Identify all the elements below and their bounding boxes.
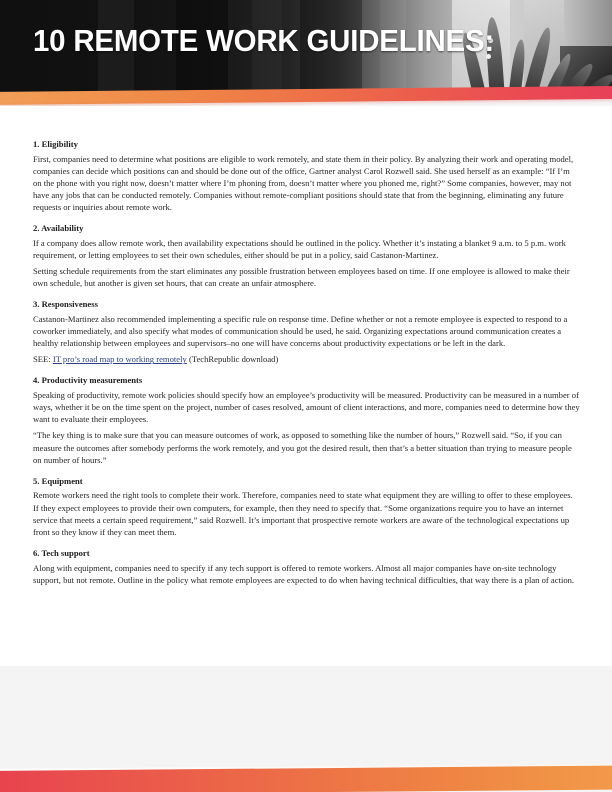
see-also-line	[33, 353, 580, 365]
section-heading: 5. Equipment	[33, 475, 83, 486]
section-paragraph: “The key thing is to make sure that you can measure outcomes of work, as opposed to something like the number of hours,” Rozwell said. “So, if you can measure the outcomes after somebody performs the work remotely, and you got the desired result, then that’s a better situation than trying to measure people on number of hours.”	[33, 430, 572, 465]
see-also-prefix: SEE:	[33, 354, 53, 365]
see-also-suffix: (TechRepublic download)	[186, 354, 279, 365]
section-heading: 6. Tech support	[33, 547, 90, 558]
document-body	[33, 139, 580, 596]
section-paragraph: Speaking of productivity, remote work policies should specify how an employee’s productivity will be measured. Productivity can be measured in a number of ways, whether it be on the time spent on the project, number of cases resolved, amount of client interactions, and more, companies need to determine how they want to evaluate their employees.	[33, 390, 580, 425]
section-responsiveness	[33, 299, 580, 365]
section-paragraph: Castanon-Martinez also recommended implementing a specific rule on response time. Define whether or not a remote employee is expected to respond to a coworker immediately, and also specify what modes of communication should be used, he said. Organizing expectations around communication creates a healthy relationship between employees and supervisors–no one will have concerns about productivity expectations or be left in the dark.	[33, 314, 568, 349]
section-paragraph: Along with equipment, companies need to specify if any tech support is offered to remote workers. Almost all major companies have on-site technology support, but not remote. Outline in the policy what remote employees are expected to do when having technical difficulties, that way there is a plan of action.	[33, 562, 575, 585]
section-eligibility	[33, 139, 580, 213]
section-productivity-measurements	[33, 375, 580, 465]
section-paragraph: If a company does allow remote work, then availability expectations should be outlined in the policy. Whether it’s instating a blanket 9 a.m. to 5 p.m. work requirement, or letting employees to set their own schedules, either should be put in a policy, said Castanon-Martinez.	[33, 237, 566, 261]
section-equipment	[33, 476, 580, 538]
section-paragraph: Setting schedule requirements from the start eliminates any possible frustration between employees based on time. If one employee is allowed to make their own schedule, but another is given set hours, that can create an unfair atmosphere.	[33, 266, 570, 289]
section-paragraph: First, companies need to determine what positions are eligible to work remotely, and state them in their policy. By analyzing their work and operating model, companies can decide which positions can and should be done out of the office, Gartner analyst Carol Rozwell said. She used herself as an example: “If I’m on the phone with you right now, doesn’t matter where I’m phoning from, doesn’t matter where you phoned me, right?” Some companies, however, may not have any jobs that can be conducted remotely. Companies without remote-compliant positions should state that from the beginning, eliminating any future requests or inquiries about remote work.	[33, 153, 574, 213]
section-heading: 1. Eligibility	[33, 139, 78, 149]
section-heading: 2. Availability	[33, 223, 84, 234]
footer-accent-bar	[0, 765, 612, 792]
section-paragraph: Remote workers need the right tools to complete their work. Therefore, companies need to state what equipment they are willing to offer to these employees. If they expect employees to provide their own computers, for example, then they need to specify that. “Some organizations require you to have an internet service that meets a certain speed requirement,” said Rozwell. It’s important that prospective remote workers are aware of the technological expectations up front so they know if they can meet them.	[33, 490, 573, 537]
section-heading: 3. Responsiveness	[33, 299, 98, 310]
section-availability	[33, 223, 580, 289]
header-banner	[0, 0, 612, 93]
section-heading: 4. Productivity measurements	[33, 375, 143, 386]
see-also-link[interactable]: IT pro’s road map to working remotely	[52, 354, 187, 365]
page-title: 10 REMOTE WORK GUIDELINES:	[33, 24, 495, 58]
section-tech-support	[33, 548, 580, 586]
